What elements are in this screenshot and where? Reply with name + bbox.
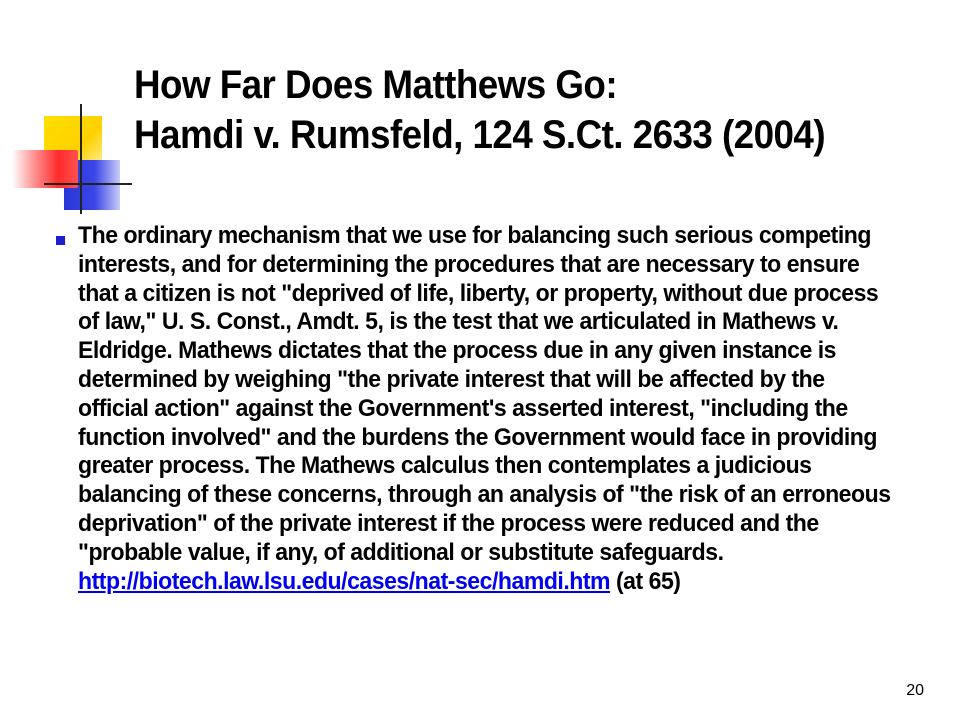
bullet-text [78,222,894,596]
quote-text: The ordinary mechanism that we use for balancing such serious competing interests, and for determining the procedures that are necessary to ensure that a citizen is not "deprived of life, liberty, or property, without due process of law," U. S. Const., Amdt. 5, is the test that we articulated in Mathews v. Eldridge. Mathews dictates that the process due in any given instance is determined by weighing "the private interest that will be affected by the official action" against the Government's asserted interest, "including the function involved" and the burdens the Government would face in providing greater process. The Mathews calculus then contemplates a judicious balancing of these concerns, through an analysis of "the risk of an erroneous deprivation" of the private interest if the process were reduced and the "probable value, if any, of additional or substitute safeguards. [78,222,891,566]
source-link[interactable]: http://biotech.law.lsu.edu/cases/nat-sec/hamdi.htm [78,567,611,595]
bullet-square-icon [56,236,65,245]
page-number: 20 [906,682,924,699]
slide-title [134,60,870,160]
citation-suffix: (at 65) [610,567,681,595]
slide-title-line-2: Hamdi v. Rumsfeld, 124 S.Ct. 2633 (2004) [134,113,826,157]
decorative-logo [0,0,140,220]
logo-horizontal-line [44,183,132,185]
slide-title-line-1: How Far Does Matthews Go: [134,63,618,107]
logo-vertical-line [80,104,82,214]
